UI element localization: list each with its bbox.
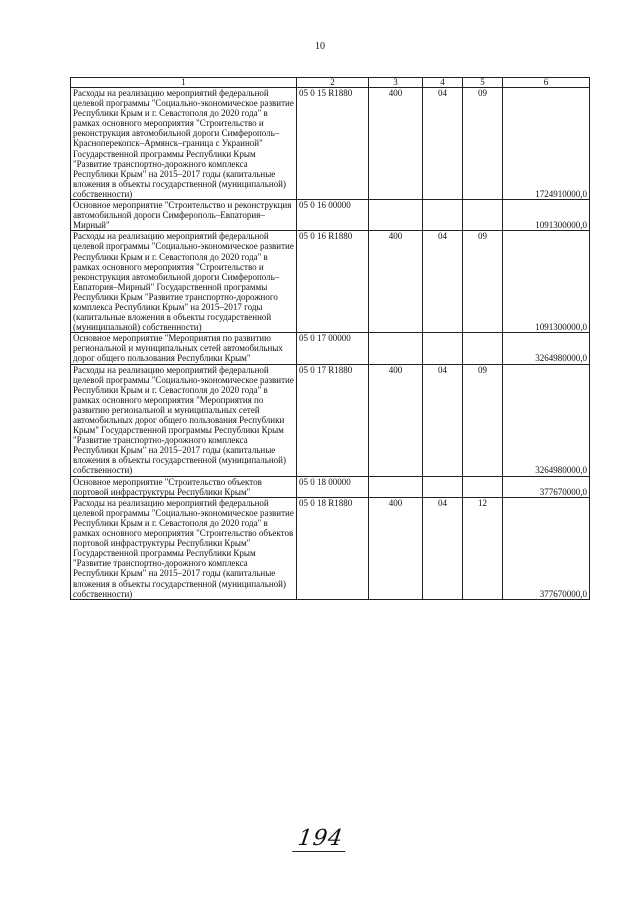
row-c5 <box>463 476 503 497</box>
row-c3: 400 <box>369 231 423 333</box>
page-number: 10 <box>315 41 325 52</box>
row-c5 <box>463 200 503 231</box>
row-c5 <box>463 333 503 364</box>
row-amount: 377670000,0 <box>503 497 590 599</box>
header-col-5: 5 <box>463 78 503 88</box>
row-amount: 377670000,0 <box>503 476 590 497</box>
row-c3: 400 <box>369 88 423 200</box>
table-row <box>71 88 590 200</box>
row-c5: 12 <box>463 497 503 599</box>
row-c5: 09 <box>463 231 503 333</box>
row-c5: 09 <box>463 88 503 200</box>
handwritten-number: 194 <box>292 826 349 852</box>
row-c4: 04 <box>423 88 463 200</box>
row-amount: 1091300000,0 <box>503 200 590 231</box>
row-amount: 1724910000,0 <box>503 88 590 200</box>
table-row <box>71 231 590 333</box>
row-name: Расходы на реализацию мероприятий федеральной целевой программы "Социально-экономическое развитие Республики Крым и г. Севастополя до 2020 года" в рамках основного мероприятия "Строительство объектов портовой инфраструктуры Республики Крым" Государственной программы Республики Крым "Развитие транспортно-дорожного комплекса Республики Крым" на 2015–2017 годы (капитальные вложения в объекты государственной (муниципальной) собственности) <box>71 497 297 599</box>
row-code: 05 0 17 00000 <box>297 333 369 364</box>
header-col-2: 2 <box>297 78 369 88</box>
row-c4: 04 <box>423 497 463 599</box>
row-c3 <box>369 476 423 497</box>
row-c3 <box>369 333 423 364</box>
row-code: 05 0 18 R1880 <box>297 497 369 599</box>
header-col-6: 6 <box>503 78 590 88</box>
header-col-3: 3 <box>369 78 423 88</box>
row-c3 <box>369 200 423 231</box>
row-code: 05 0 15 R1880 <box>297 88 369 200</box>
row-c4 <box>423 200 463 231</box>
row-name: Основное мероприятие "Мероприятия по развитию региональной и муниципальных сетей автомобильных дорог общего пользования Республики Крым" <box>71 333 297 364</box>
header-col-4: 4 <box>423 78 463 88</box>
row-c4: 04 <box>423 231 463 333</box>
handwritten-page-mark <box>0 826 640 852</box>
header-col-1: 1 <box>71 78 297 88</box>
row-name: Расходы на реализацию мероприятий федеральной целевой программы "Социально-экономическое развитие Республики Крым и г. Севастополя до 2020 года" в рамках основного мероприятия "Строительство и реконструкция автомобильной дороги Симферополь–Красноперекопск–Армянск–граница с Украиной" Государственной программы Республики Крым "Развитие транспортно-дорожного комплекса Республики Крым" на 2015–2017 годы (капитальные вложения в объекты государственной (муниципальной) собственности) <box>71 88 297 200</box>
row-code: 05 0 18 00000 <box>297 476 369 497</box>
row-c3: 400 <box>369 497 423 599</box>
row-name: Основное мероприятие "Строительство и реконструкция автомобильной дороги Симферополь–Евпатория–Мирный" <box>71 200 297 231</box>
table-row <box>71 497 590 599</box>
row-amount: 3264980000,0 <box>503 333 590 364</box>
row-c5: 09 <box>463 364 503 476</box>
table-row <box>71 364 590 476</box>
row-amount: 3264980000,0 <box>503 364 590 476</box>
row-code: 05 0 16 R1880 <box>297 231 369 333</box>
row-c4 <box>423 476 463 497</box>
table-row <box>71 333 590 364</box>
row-code: 05 0 17 R1880 <box>297 364 369 476</box>
row-amount: 1091300000,0 <box>503 231 590 333</box>
table-row <box>71 476 590 497</box>
row-code: 05 0 16 00000 <box>297 200 369 231</box>
header-row <box>71 78 590 88</box>
row-c4: 04 <box>423 364 463 476</box>
row-c4 <box>423 333 463 364</box>
budget-table <box>70 77 590 600</box>
row-name: Расходы на реализацию мероприятий федеральной целевой программы "Социально-экономическое развитие Республики Крым и г. Севастополя до 2020 года" в рамках основного мероприятия "Мероприятия по развитию региональной и муниципальных сетей автомобильных дорог общего пользования Республики Крым" Государственной программы Республики Крым "Развитие транспортно-дорожного комплекса Республики Крым" на 2015–2017 годы (капитальные вложения в объекты государственной (муниципальной) собственности) <box>71 364 297 476</box>
row-name: Расходы на реализацию мероприятий федеральной целевой программы "Социально-экономическое развитие Республики Крым и г. Севастополя до 2020 года" в рамках основного мероприятия "Строительство и реконструкция автомобильной дороги Симферополь–Евпатория–Мирный" Государственной программы Республики Крым "Развитие транспортно-дорожного комплекса Республики Крым" на 2015–2017 годы (капитальные вложения в объекты государственной (муниципальной) собственности) <box>71 231 297 333</box>
row-name: Основное мероприятие "Строительство объектов портовой инфраструктуры Республики Крым" <box>71 476 297 497</box>
row-c3: 400 <box>369 364 423 476</box>
table-row <box>71 200 590 231</box>
